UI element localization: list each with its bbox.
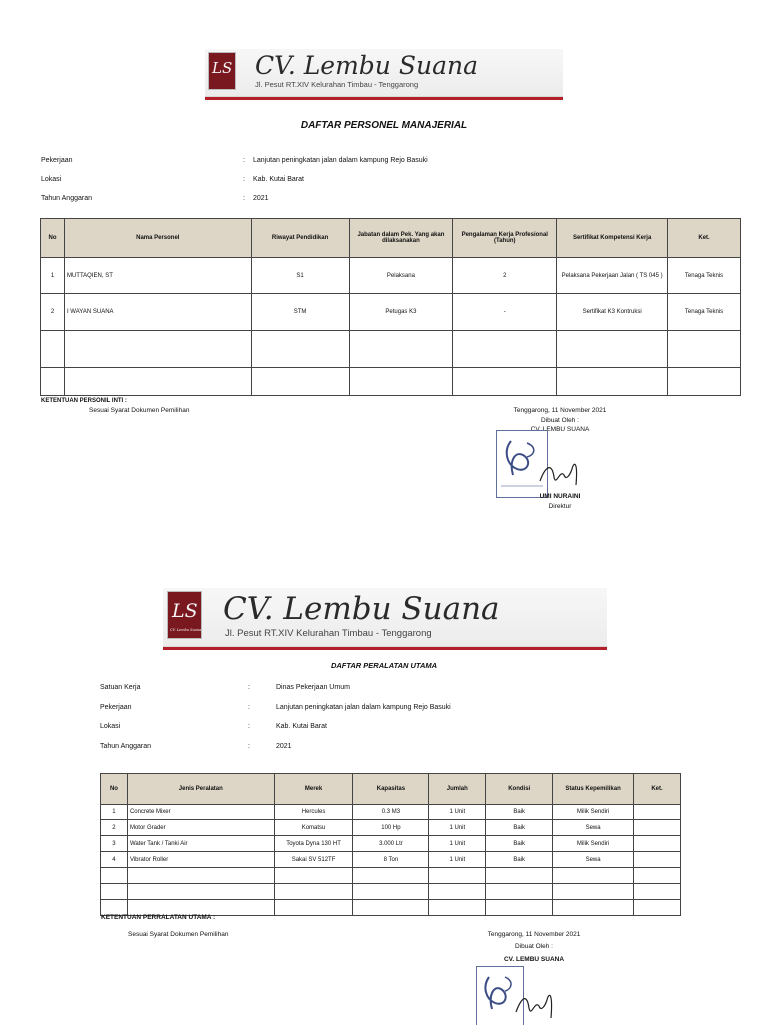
table-cell bbox=[634, 820, 681, 836]
table-cell bbox=[349, 368, 453, 396]
table-cell bbox=[429, 868, 486, 884]
column-header: Ket. bbox=[668, 219, 741, 258]
table-cell: 2 bbox=[101, 820, 128, 836]
column-header: Sertifikat Kompetensi Kerja bbox=[557, 219, 668, 258]
column-header: Riwayat Pendidikan bbox=[251, 219, 349, 258]
table-row bbox=[101, 820, 681, 836]
table-cell bbox=[274, 900, 353, 916]
table-cell: STM bbox=[251, 294, 349, 331]
table-cell: 1 Unit bbox=[429, 805, 486, 820]
sign-made-by: Dibuat Oleh : bbox=[541, 417, 579, 424]
table-cell: Tenaga Teknis bbox=[668, 258, 741, 294]
info-label: Pekerjaan bbox=[100, 704, 132, 711]
table-cell: 2 bbox=[453, 258, 557, 294]
table-cell: Tenaga Teknis bbox=[668, 294, 741, 331]
company-logo-banner bbox=[205, 49, 563, 100]
table-cell: MUTTAQIEN, ST bbox=[64, 258, 251, 294]
table-cell bbox=[274, 884, 353, 900]
table-cell bbox=[553, 868, 634, 884]
table-cell: Komatsu bbox=[274, 820, 353, 836]
table-cell: Sakai SV 512TF bbox=[274, 852, 353, 868]
table-cell: 1 Unit bbox=[429, 836, 486, 852]
table-cell: 100 Hp bbox=[353, 820, 429, 836]
table-cell: Milik Sendiri bbox=[553, 805, 634, 820]
logo-underline bbox=[205, 97, 563, 100]
info-value: Lanjutan peningkatan jalan dalam kampung Rejo Basuki bbox=[253, 157, 428, 164]
table-cell bbox=[486, 884, 553, 900]
table-cell: Water Tank / Tanki Air bbox=[127, 836, 274, 852]
table-cell bbox=[668, 331, 741, 368]
table-cell: Sewa bbox=[553, 852, 634, 868]
column-header: Status Kepemilikan bbox=[553, 774, 634, 805]
company-logo-mark bbox=[208, 52, 236, 90]
table-cell bbox=[127, 884, 274, 900]
info-sep: : bbox=[248, 684, 250, 691]
table-cell: Baik bbox=[486, 852, 553, 868]
equipment-table bbox=[100, 773, 681, 916]
column-header: No bbox=[101, 774, 128, 805]
table-cell: 1 Unit bbox=[429, 820, 486, 836]
table-cell bbox=[553, 884, 634, 900]
table-header-row bbox=[101, 774, 681, 805]
table-cell: 3 bbox=[101, 836, 128, 852]
table-cell: Petugas K3 bbox=[349, 294, 453, 331]
column-header: Pengalaman Kerja Profesional (Tahun) bbox=[453, 219, 557, 258]
info-label: Pekerjaan bbox=[41, 157, 73, 164]
info-sep: : bbox=[248, 704, 250, 711]
company-name: CV. Lembu Suana bbox=[255, 51, 478, 80]
info-value: 2021 bbox=[276, 743, 292, 750]
table-cell bbox=[634, 884, 681, 900]
table-cell: - bbox=[453, 294, 557, 331]
table-cell: Pelaksana Pekerjaan Jalan ( TS 045 ) bbox=[557, 258, 668, 294]
personnel-table bbox=[40, 218, 741, 396]
table-cell: Concrete Mixer bbox=[127, 805, 274, 820]
signature-icon bbox=[512, 988, 560, 1022]
info-label: Satuan Kerja bbox=[100, 684, 141, 691]
sign-company: CV. LEMBU SUANA bbox=[530, 426, 590, 433]
table-cell bbox=[251, 331, 349, 368]
table-cell bbox=[353, 884, 429, 900]
table-cell: Motor Grader bbox=[127, 820, 274, 836]
logo-underline bbox=[163, 647, 607, 650]
table-cell bbox=[557, 331, 668, 368]
table-cell: 2 bbox=[41, 294, 65, 331]
table-cell: Sewa bbox=[553, 820, 634, 836]
info-label: Tahun Anggaran bbox=[100, 743, 151, 750]
info-value: Dinas Pekerjaan Umum bbox=[276, 684, 350, 691]
info-value: 2021 bbox=[253, 195, 269, 202]
table-row bbox=[41, 368, 741, 396]
table-cell bbox=[64, 331, 251, 368]
info-sep: : bbox=[243, 195, 245, 202]
sign-place-date: Tenggarong, 11 November 2021 bbox=[487, 931, 581, 938]
note-text: Sesuai Syarat Dokumen Pemilihan bbox=[128, 931, 229, 938]
table-cell: Pelaksana bbox=[349, 258, 453, 294]
table-cell: Baik bbox=[486, 836, 553, 852]
info-value: Lanjutan peningkatan jalan dalam kampung Rejo Basuki bbox=[276, 704, 451, 711]
table-cell: Baik bbox=[486, 820, 553, 836]
table-cell: Milik Sendiri bbox=[553, 836, 634, 852]
table-cell: Baik bbox=[486, 805, 553, 820]
column-header: No bbox=[41, 219, 65, 258]
table-cell bbox=[127, 868, 274, 884]
column-header: Nama Personel bbox=[64, 219, 251, 258]
table-row bbox=[101, 884, 681, 900]
logo-initials: LS bbox=[172, 600, 198, 622]
info-label: Lokasi bbox=[100, 723, 121, 730]
table-cell bbox=[251, 368, 349, 396]
column-header: Jabatan dalam Pek. Yang akan dilaksanakan bbox=[349, 219, 453, 258]
info-label: Tahun Anggaran bbox=[41, 195, 92, 202]
company-address: Jl. Pesut RT.XIV Kelurahan Timbau - Tenggarong bbox=[255, 80, 419, 89]
table-cell bbox=[553, 900, 634, 916]
logo-tagline: CV. Lembu Suana bbox=[170, 628, 202, 632]
table-cell: Toyota Dyna 130 HT bbox=[274, 836, 353, 852]
logo-initials: LS bbox=[212, 59, 233, 77]
note-title: KETENTUAN PERRALATAN UTAMA : bbox=[101, 914, 216, 921]
table-cell bbox=[101, 868, 128, 884]
table-header-row bbox=[41, 219, 741, 258]
info-sep: : bbox=[243, 176, 245, 183]
table-cell bbox=[634, 805, 681, 820]
table-cell bbox=[41, 368, 65, 396]
table-cell: 1 Unit bbox=[429, 852, 486, 868]
note-text: Sesuai Syarat Dokumen Pemilihan bbox=[89, 407, 190, 414]
note-title: KETENTUAN PERSONIL INTI : bbox=[41, 398, 127, 404]
info-sep: : bbox=[248, 743, 250, 750]
sign-role: Direktur bbox=[548, 503, 572, 510]
table-row bbox=[101, 868, 681, 884]
table-cell: 1 bbox=[101, 805, 128, 820]
table-cell bbox=[429, 900, 486, 916]
table-row bbox=[101, 836, 681, 852]
signature-icon bbox=[536, 455, 586, 495]
sign-made-by: Dibuat Oleh : bbox=[515, 943, 553, 950]
table-cell bbox=[486, 868, 553, 884]
sign-place-date: Tenggarong, 11 November 2021 bbox=[513, 407, 607, 414]
table-cell bbox=[101, 884, 128, 900]
table-cell: Hercules bbox=[274, 805, 353, 820]
table-cell: 0.3 M3 bbox=[353, 805, 429, 820]
page-title-equipment: DAFTAR PERALATAN UTAMA bbox=[330, 661, 438, 670]
company-logo-banner bbox=[163, 588, 607, 650]
info-value: Kab. Kutai Barat bbox=[253, 176, 304, 183]
table-cell bbox=[41, 331, 65, 368]
table-row bbox=[101, 852, 681, 868]
table-cell: Sertifikat K3 Kontruksi bbox=[557, 294, 668, 331]
table-cell bbox=[668, 368, 741, 396]
column-header: Merek bbox=[274, 774, 353, 805]
table-cell: 3.000 Ltr bbox=[353, 836, 429, 852]
info-value: Kab. Kutai Barat bbox=[276, 723, 327, 730]
info-label: Lokasi bbox=[41, 176, 62, 183]
table-cell bbox=[453, 331, 557, 368]
info-sep: : bbox=[243, 157, 245, 164]
table-cell bbox=[429, 884, 486, 900]
table-cell bbox=[353, 900, 429, 916]
company-name: CV. Lembu Suana bbox=[223, 591, 500, 627]
column-header: Kapasitas bbox=[353, 774, 429, 805]
table-cell bbox=[64, 368, 251, 396]
table-row bbox=[41, 331, 741, 368]
table-cell bbox=[453, 368, 557, 396]
table-cell bbox=[634, 868, 681, 884]
column-header: Jenis Peralatan bbox=[127, 774, 274, 805]
table-row bbox=[41, 258, 741, 294]
table-row bbox=[41, 294, 741, 331]
table-cell bbox=[634, 852, 681, 868]
table-cell bbox=[274, 868, 353, 884]
table-cell bbox=[486, 900, 553, 916]
sign-company: CV. LEMBU SUANA bbox=[503, 956, 565, 963]
table-cell: 1 bbox=[41, 258, 65, 294]
table-row bbox=[101, 805, 681, 820]
table-cell bbox=[557, 368, 668, 396]
company-address: Jl. Pesut RT.XIV Kelurahan Timbau - Tenggarong bbox=[225, 628, 432, 639]
column-header: Ket. bbox=[634, 774, 681, 805]
company-logo-mark bbox=[167, 591, 202, 639]
table-cell: S1 bbox=[251, 258, 349, 294]
column-header: Kondisi bbox=[486, 774, 553, 805]
table-cell: I WAYAN SUANA bbox=[64, 294, 251, 331]
table-cell: 4 bbox=[101, 852, 128, 868]
table-cell bbox=[353, 868, 429, 884]
table-cell: 8 Ton bbox=[353, 852, 429, 868]
page-title-personnel: DAFTAR PERSONEL MANAJERIAL bbox=[300, 120, 468, 131]
sign-name: UMI NURAINI bbox=[539, 493, 581, 500]
table-cell bbox=[634, 900, 681, 916]
table-cell bbox=[349, 331, 453, 368]
info-sep: : bbox=[248, 723, 250, 730]
table-cell bbox=[634, 836, 681, 852]
column-header: Jumlah bbox=[429, 774, 486, 805]
table-cell: Vibrator Roller bbox=[127, 852, 274, 868]
